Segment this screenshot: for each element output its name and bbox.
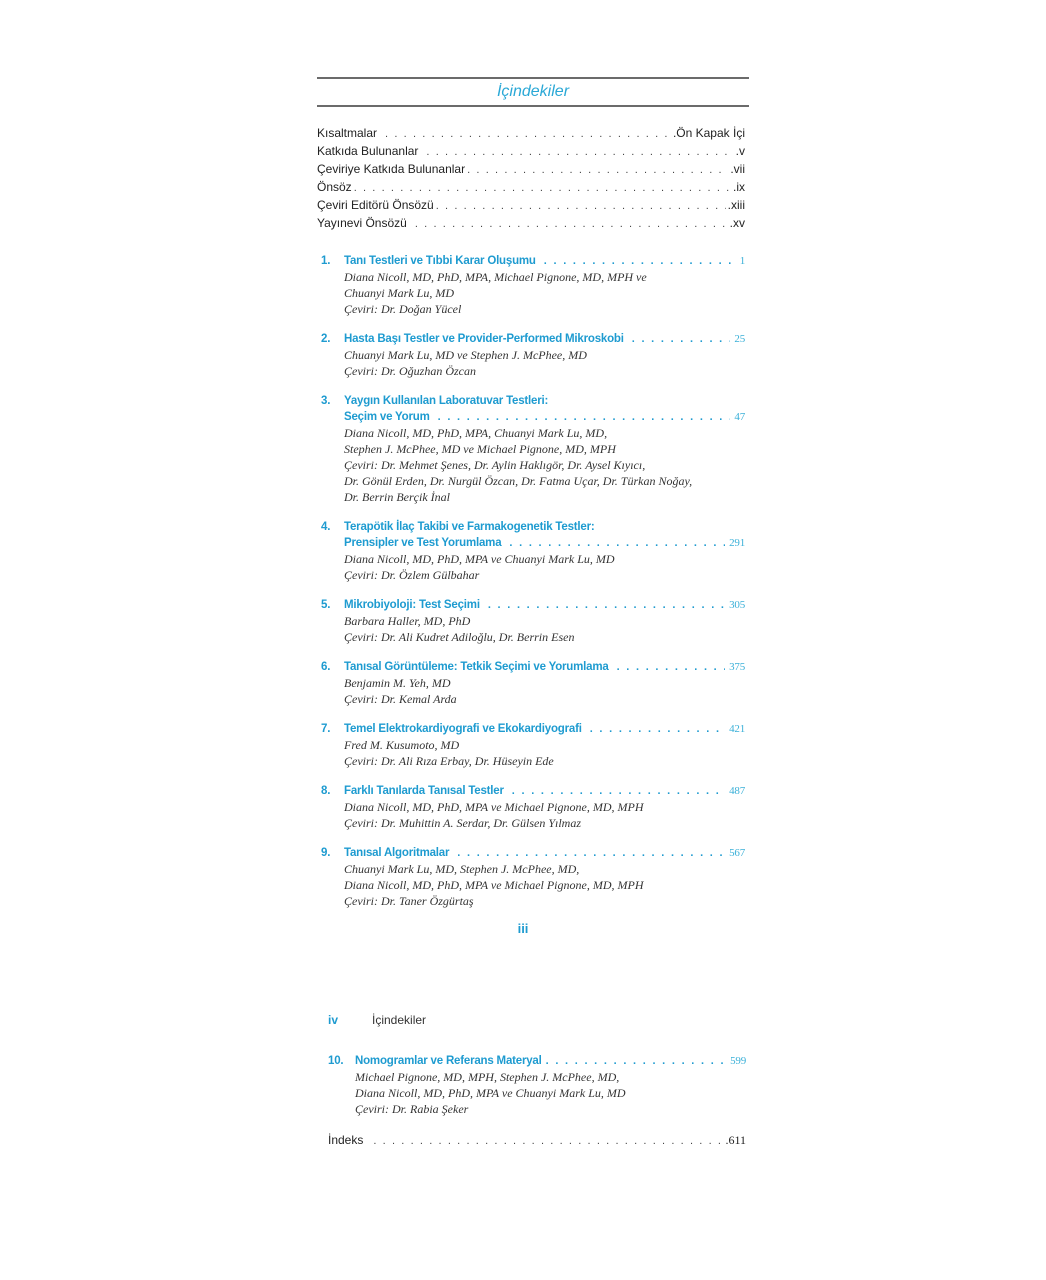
chapter-list [321, 253, 745, 923]
chapter-authors: Fred M. Kusumoto, MD [344, 738, 460, 752]
chapter-authors: Michael Pignone, MD, MPH, Stephen J. McPhee, MD, Diana Nicoll, MD, PhD, MPA ve Chuanyi Mark Lu, MD [355, 1070, 626, 1100]
chapter-title-link[interactable]: Prensipler ve Test Yorumlama . . . 291 [321, 535, 745, 551]
second-page-list [328, 1053, 746, 1149]
chapter-translators: Çeviri: Dr. Rabia Şeker [355, 1102, 469, 1116]
chapter-translators: Çeviri: Dr. Muhittin A. Serdar, Dr. Gülsen Yılmaz [344, 816, 582, 830]
chapter-translators: Çeviri: Dr. Mehmet Şenes, Dr. Aylin Haklıgör, Dr. Aysel Kıyıcı, Dr. Gönül Erden, Dr. Nurgül Özcan, Dr. Fatma Uçar, Dr. Türkan Noğay, Dr. Berrin Berçik İnal [344, 458, 693, 504]
toc-entry-onsoz[interactable]: Önsöz . . . .ix [317, 178, 745, 196]
chapter-authors: Barbara Haller, MD, PhD [344, 614, 471, 628]
chapter-title-link[interactable]: Seçim ve Yorum . . . 47 [321, 409, 745, 425]
front-matter-list [317, 124, 745, 232]
chapter-authors: Benjamin M. Yeh, MD [344, 676, 451, 690]
chapter-title-link[interactable]: 7. Temel Elektrokardiyografi ve Ekokardiyografi . . . 421 [321, 721, 745, 737]
toc-entry-ceviri-editoru-onsozu[interactable]: Çeviri Editörü Önsözü . . . .xiii [317, 196, 745, 214]
chapter-4 [321, 519, 745, 583]
chapter-9 [321, 845, 745, 909]
chapter-authors: Chuanyi Mark Lu, MD ve Stephen J. McPhee, MD [344, 348, 587, 362]
chapter-8 [321, 783, 745, 831]
chapter-title-line-1[interactable]: 4. Terapötik İlaç Takibi ve Farmakogenetik Testler: [321, 521, 595, 533]
chapter-translators: Çeviri: Dr. Taner Özgürtaş [344, 894, 474, 908]
chapter-7 [321, 721, 745, 769]
chapter-title-link[interactable]: 8. Farklı Tanılarda Tanısal Testler . . . 487 [321, 783, 745, 799]
chapter-translators: Çeviri: Dr. Ali Kudret Adiloğlu, Dr. Berrin Esen [344, 630, 575, 644]
toc-entry-katkida-bulunanlar[interactable]: Katkıda Bulunanlar . . . .v [317, 142, 745, 160]
chapter-title-link[interactable]: 9. Tanısal Algoritmalar . . . 567 [321, 845, 745, 861]
chapter-title-link[interactable]: 2. Hasta Başı Testler ve Provider-Performed Mikroskobi . . . 25 [321, 331, 745, 347]
chapter-authors: Chuanyi Mark Lu, MD, Stephen J. McPhee, MD, Diana Nicoll, MD, PhD, MPA ve Michael Pignone, MD, MPH [344, 862, 644, 892]
chapter-authors: Diana Nicoll, MD, PhD, MPA, Chuanyi Mark Lu, MD, Stephen J. McPhee, MD ve Michael Pignone, MD, MPH [344, 426, 616, 456]
chapter-5 [321, 597, 745, 645]
running-head-title: İçindekiler [372, 1013, 427, 1027]
toc-entry-indeks[interactable]: İndeks . . . .611 [328, 1131, 746, 1149]
chapter-title-link[interactable]: 1. Tanı Testleri ve Tıbbi Karar Oluşumu . . . 1 [321, 253, 745, 269]
chapter-10 [328, 1053, 746, 1117]
chapter-authors: Diana Nicoll, MD, PhD, MPA, Michael Pignone, MD, MPH ve Chuanyi Mark Lu, MD [344, 270, 647, 300]
chapter-title-line-1[interactable]: 3. Yaygın Kullanılan Laboratuvar Testleri: [321, 395, 549, 407]
bottom-rule [317, 105, 749, 107]
chapter-title-link[interactable]: 10. Nomogramlar ve Referans Materyal . . . 599 [328, 1053, 746, 1069]
toc-entry-kisaltmalar[interactable]: Kısaltmalar . . . .Ön Kapak İçi [317, 124, 745, 142]
chapter-authors: Diana Nicoll, MD, PhD, MPA ve Chuanyi Mark Lu, MD [344, 552, 615, 566]
toc-entry-yayinevi-onsozu[interactable]: Yayınevi Önsözü . . . .xv [317, 214, 745, 232]
chapter-6 [321, 659, 745, 707]
page-title: İçindekiler [496, 83, 570, 100]
running-head [328, 1013, 426, 1027]
chapter-title-link[interactable]: 6. Tanısal Görüntüleme: Tetkik Seçimi ve Yorumlama . . . 375 [321, 659, 745, 675]
chapter-translators: Çeviri: Dr. Kemal Arda [344, 692, 457, 706]
chapter-title-link[interactable]: 5. Mikrobiyoloji: Test Seçimi . . . 305 [321, 597, 745, 613]
chapter-2 [321, 331, 745, 379]
page-number: iv [328, 1013, 339, 1027]
chapter-3 [321, 393, 745, 505]
chapter-translators: Çeviri: Dr. Doğan Yücel [344, 302, 462, 316]
chapter-translators: Çeviri: Dr. Oğuzhan Özcan [344, 364, 476, 378]
chapter-translators: Çeviri: Dr. Ali Rıza Erbay, Dr. Hüseyin Ede [344, 754, 554, 768]
page-number: iii [517, 921, 529, 936]
toc-entry-ceviriye-katkida[interactable]: Çeviriye Katkıda Bulunanlar . . . .vii [317, 160, 745, 178]
chapter-authors: Diana Nicoll, MD, PhD, MPA ve Michael Pignone, MD, MPH [344, 800, 644, 814]
chapter-translators: Çeviri: Dr. Özlem Gülbahar [344, 568, 480, 582]
toc-header [317, 77, 749, 107]
chapter-1 [321, 253, 745, 317]
